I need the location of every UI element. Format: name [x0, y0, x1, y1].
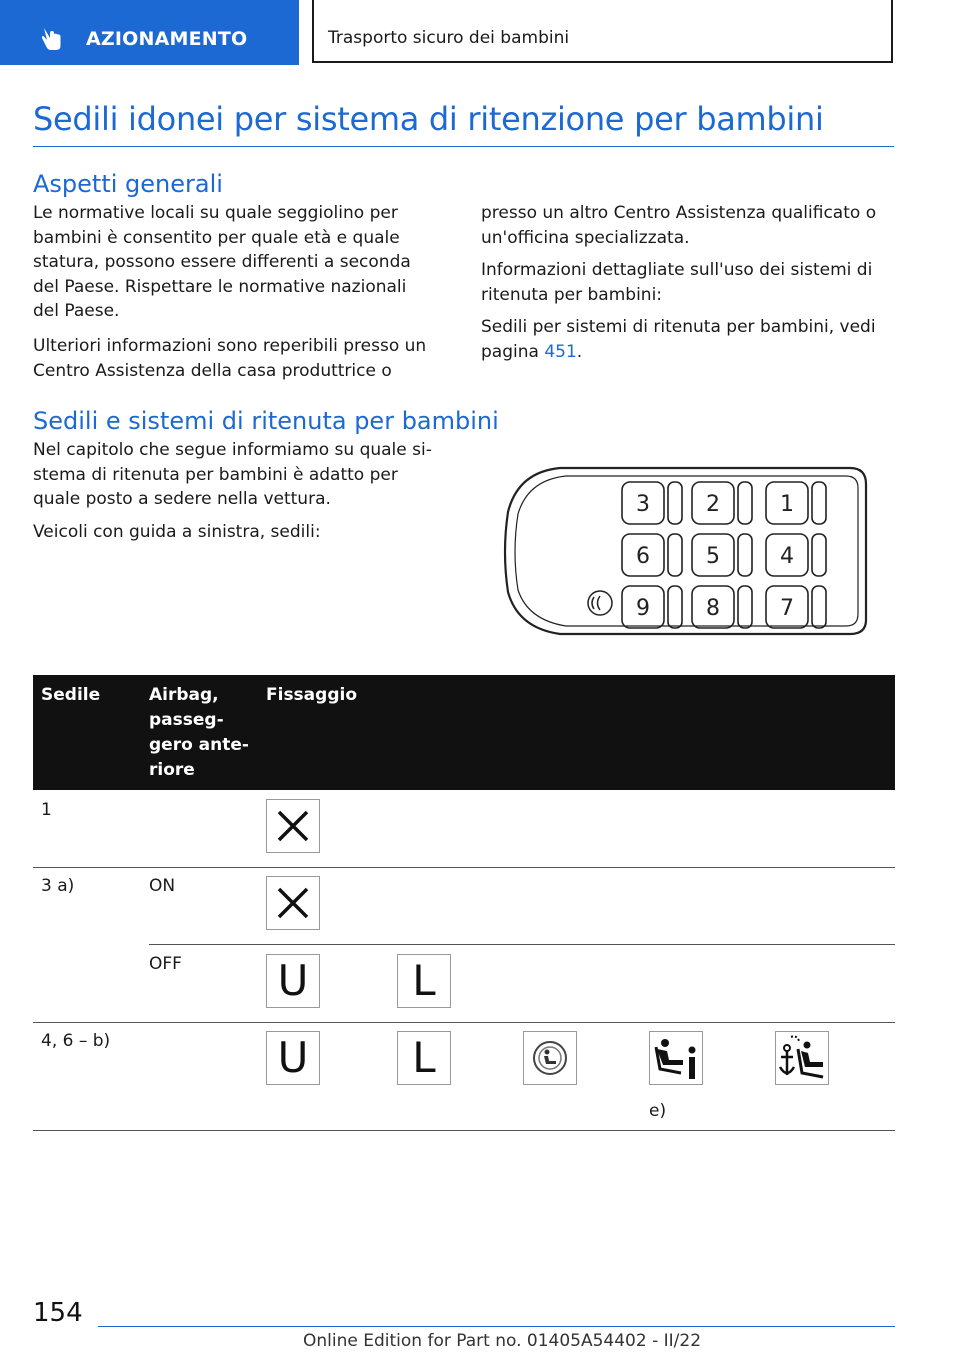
seat-number-6: 6 [636, 544, 650, 569]
page-title: Sedili idonei per sistema di ritenzione per bambini [33, 100, 824, 138]
heading-general: Aspetti generali [33, 170, 223, 198]
edition-footer: Online Edition for Part no. 01405A54402 - II/22 [303, 1331, 702, 1351]
seat-number-9: 9 [636, 596, 650, 621]
steering-wheel-icon [588, 591, 612, 615]
prohibited-icon [266, 876, 320, 930]
seat-backrest [668, 534, 682, 576]
seats-para-1: Nel capitolo che segue informiamo su quale si- stema di ritenuta per bambini è adatto per quale posto a sedere nella vettura. [33, 440, 432, 509]
seat-backrest [668, 482, 682, 524]
col-header-fixing: Fissaggio [266, 685, 357, 705]
row2-airbag: ON [149, 876, 176, 896]
seat-backrest [812, 586, 826, 628]
universal-u-icon: U [266, 1031, 320, 1085]
right-para-3: Sedili per sistemi di ritenuta per bambini, vedi pagina 451. [481, 317, 876, 362]
seat-backrest [668, 586, 682, 628]
seat-number-5: 5 [706, 544, 720, 569]
seat-number-7: 7 [780, 596, 794, 621]
seat-backrest [738, 482, 752, 524]
seat-backrest [738, 586, 752, 628]
col-header-seat: Sedile [41, 685, 101, 705]
page-number: 154 [33, 1298, 83, 1328]
general-para-1: Le normative locali su quale seggiolino per bambini è consentito per quale età e quale statura, possono essere differenti a seconda del Paese. Rispettare le normative nazionali del Paese. [33, 203, 411, 321]
seat-number-3: 3 [636, 492, 650, 517]
page-link-451[interactable]: 451 [544, 341, 577, 362]
child-seat-info-icon [649, 1031, 703, 1085]
child-seat-isize-icon [523, 1031, 577, 1085]
row-divider [33, 867, 895, 868]
footnote-e: e) [649, 1101, 667, 1121]
hand-pointer-icon [38, 24, 66, 52]
table-bottom-rule [33, 1130, 895, 1131]
row4-seat: 4, 6 – b) [41, 1031, 111, 1051]
universal-u-icon: U [266, 954, 320, 1008]
child-seat-anchor-icon [775, 1031, 829, 1085]
topic-header [312, 0, 893, 63]
seat-number-8: 8 [706, 596, 720, 621]
right-para-1: presso un altro Centro Assistenza qualificato o un'officina specializzata. [481, 203, 877, 248]
seat-layout-diagram [500, 462, 870, 637]
row3-airbag: OFF [149, 954, 182, 974]
right-para-2: Informazioni dettagliate sull'uso dei sistemi di ritenuta per bambini: [481, 260, 873, 305]
section-tab[interactable] [0, 0, 299, 65]
prohibited-icon [266, 799, 320, 853]
seat-number-1: 1 [780, 492, 794, 517]
row-divider [149, 944, 895, 945]
title-rule [33, 146, 894, 147]
footer-rule [98, 1326, 895, 1327]
seats-para-2: Veicoli con guida a sinistra, sedili: [33, 522, 321, 542]
heading-seats: Sedili e sistemi di ritenuta per bambini [33, 407, 499, 435]
seat-backrest [812, 534, 826, 576]
lateral-l-icon: L [397, 1031, 451, 1085]
lateral-l-icon: L [397, 954, 451, 1008]
general-para-2: Ulteriori informazioni sono reperibili presso un Centro Assistenza della casa produttrice o [33, 336, 427, 381]
seat-number-2: 2 [706, 492, 720, 517]
seat-backrest [738, 534, 752, 576]
col-header-airbag: Airbag, passeg- gero ante- riore [149, 685, 249, 780]
topic-label: Trasporto sicuro dei bambini [328, 28, 570, 48]
row-divider [33, 1022, 895, 1023]
row1-seat: 1 [41, 800, 52, 820]
seat-backrest [812, 482, 826, 524]
row2-seat: 3 a) [41, 876, 75, 896]
section-label: AZIONAMENTO [86, 28, 248, 50]
seat-number-4: 4 [780, 544, 794, 569]
